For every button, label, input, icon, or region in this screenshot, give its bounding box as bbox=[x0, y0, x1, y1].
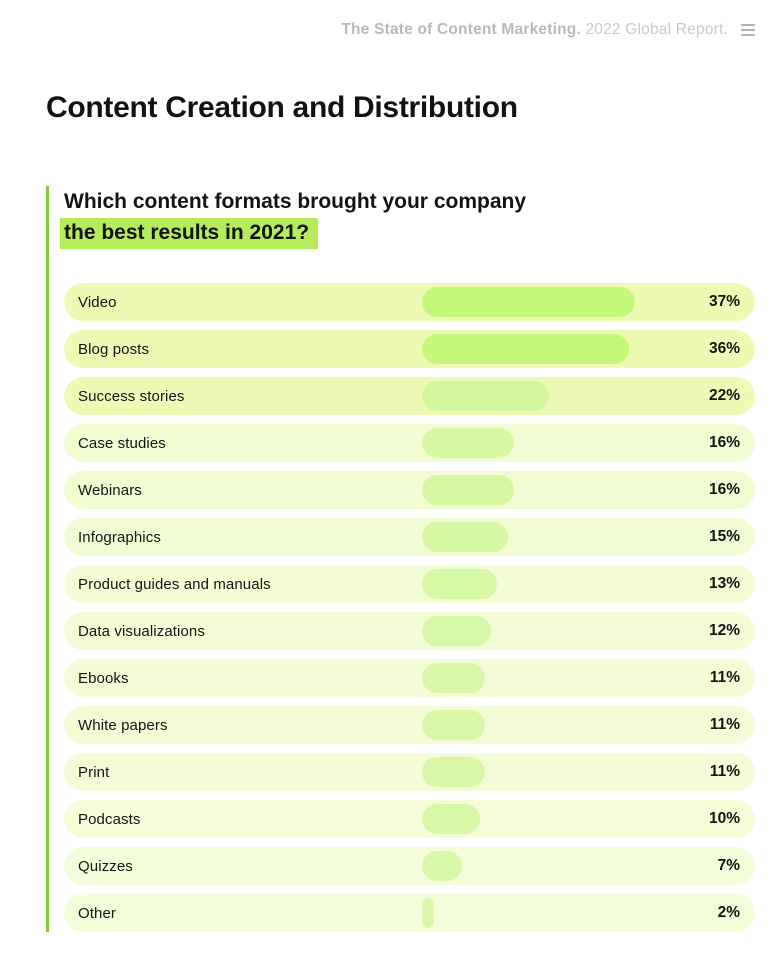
row-label: Podcasts bbox=[78, 810, 141, 828]
brand-title-text: The State of Content Marketing. bbox=[341, 21, 581, 38]
row-bar bbox=[422, 616, 491, 646]
row-label: Webinars bbox=[78, 481, 142, 499]
bar-chart bbox=[64, 283, 755, 932]
row-value: 15% bbox=[708, 528, 740, 545]
chart-row bbox=[64, 706, 755, 744]
row-label: Ebooks bbox=[78, 669, 129, 687]
row-label: Data visualizations bbox=[78, 622, 205, 640]
chart-row bbox=[64, 894, 755, 932]
chart-row bbox=[64, 612, 755, 650]
row-label: Success stories bbox=[78, 387, 185, 405]
brand-subtitle-text: 2022 Global Report. bbox=[585, 21, 728, 38]
chart-row bbox=[64, 377, 755, 415]
row-label: Other bbox=[78, 904, 117, 922]
question-line-1: Which content formats brought your company bbox=[64, 190, 527, 213]
row-label: Blog posts bbox=[78, 340, 150, 358]
page-header bbox=[46, 20, 755, 40]
hamburger-menu-icon bbox=[741, 29, 755, 32]
page-title: Content Creation and Distribution bbox=[46, 91, 518, 124]
chart-row bbox=[64, 283, 755, 321]
chart-row bbox=[64, 753, 755, 791]
row-value: 11% bbox=[709, 716, 740, 733]
chart-row bbox=[64, 471, 755, 509]
row-bar bbox=[422, 287, 635, 317]
row-label: Print bbox=[78, 763, 110, 781]
row-value: 16% bbox=[708, 481, 740, 498]
chart-row bbox=[64, 565, 755, 603]
row-value: 36% bbox=[708, 340, 740, 357]
row-value: 13% bbox=[708, 575, 740, 592]
row-value: 22% bbox=[708, 387, 740, 404]
chart-row bbox=[64, 518, 755, 556]
row-label: Quizzes bbox=[78, 857, 133, 875]
row-bar bbox=[422, 710, 485, 740]
chart-row bbox=[64, 659, 755, 697]
chart-row bbox=[64, 847, 755, 885]
question-highlight: the best results in 2021? bbox=[60, 218, 318, 249]
report-brand-title bbox=[341, 21, 728, 39]
question-line-2 bbox=[64, 217, 755, 249]
survey-question bbox=[64, 186, 755, 249]
row-label: White papers bbox=[78, 716, 168, 734]
chart-row bbox=[64, 330, 755, 368]
row-label: Video bbox=[78, 293, 117, 311]
menu-button[interactable] bbox=[741, 22, 755, 39]
chart-row bbox=[64, 800, 755, 838]
row-value: 12% bbox=[708, 622, 740, 639]
row-bar bbox=[422, 522, 508, 552]
chart-row bbox=[64, 424, 755, 462]
row-bar bbox=[422, 851, 462, 881]
row-bar bbox=[422, 428, 514, 458]
row-label: Infographics bbox=[78, 528, 161, 546]
row-bar bbox=[422, 804, 480, 834]
row-value: 37% bbox=[708, 293, 740, 310]
row-bar bbox=[422, 663, 485, 693]
row-bar bbox=[422, 475, 514, 505]
row-value: 16% bbox=[708, 434, 740, 451]
row-bar bbox=[422, 757, 485, 787]
row-label: Case studies bbox=[78, 434, 166, 452]
row-bar bbox=[422, 569, 497, 599]
row-value: 2% bbox=[717, 904, 740, 921]
hamburger-menu-icon bbox=[741, 34, 755, 37]
row-label: Product guides and manuals bbox=[78, 575, 271, 593]
row-value: 10% bbox=[708, 810, 740, 827]
row-bar bbox=[422, 334, 629, 364]
row-bar bbox=[422, 898, 434, 928]
row-value: 7% bbox=[717, 857, 740, 874]
survey-section bbox=[46, 186, 755, 932]
row-value: 11% bbox=[709, 763, 740, 780]
row-value: 11% bbox=[709, 669, 740, 686]
row-bar bbox=[422, 381, 549, 411]
hamburger-menu-icon bbox=[741, 24, 755, 27]
